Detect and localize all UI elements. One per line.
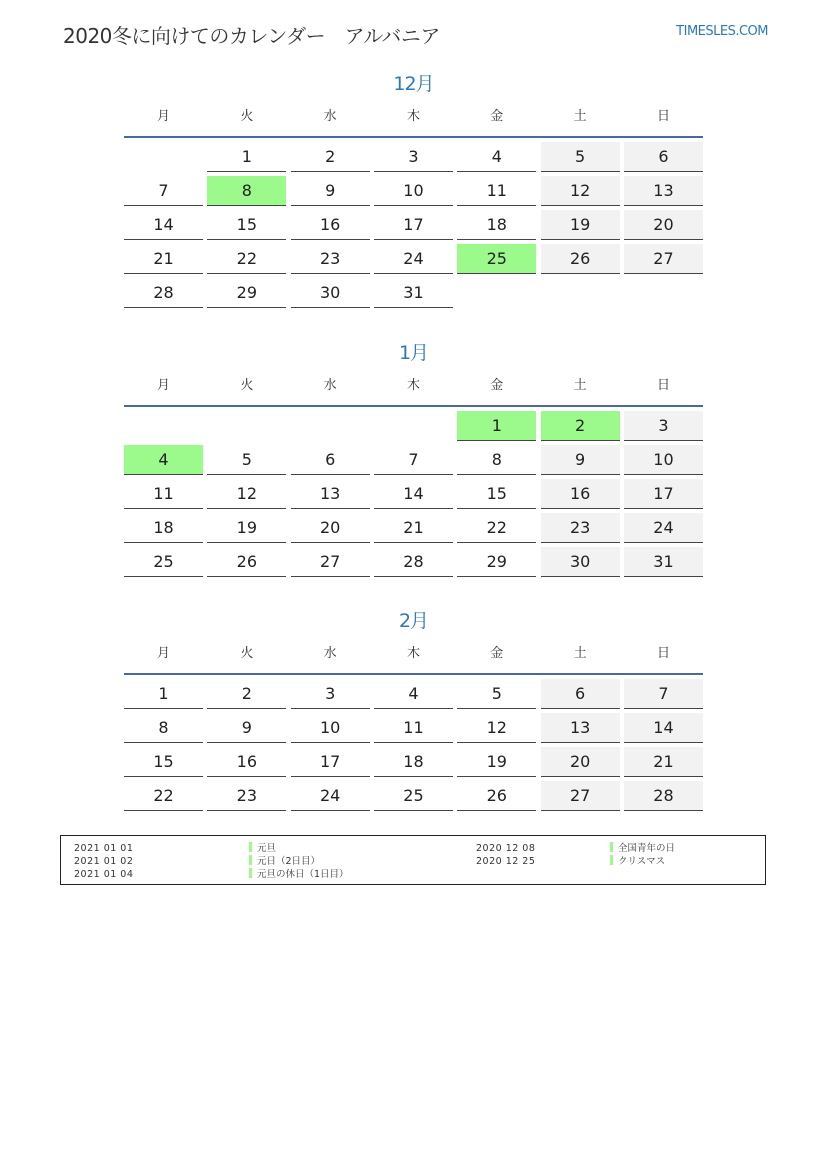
day-grid	[124, 679, 703, 811]
empty-cell	[207, 411, 286, 441]
day-cell: 27	[541, 781, 620, 811]
day-cell: 21	[624, 747, 703, 777]
day-cell: 12	[541, 176, 620, 206]
day-cell: 27	[624, 244, 703, 274]
day-cell: 24	[624, 513, 703, 543]
day-cell: 15	[207, 210, 286, 240]
legend-item	[249, 868, 349, 881]
weekday-label: 金	[490, 378, 504, 393]
holiday-legend	[60, 835, 766, 885]
legend-item	[249, 855, 349, 868]
empty-cell	[291, 411, 370, 441]
day-cell: 20	[624, 210, 703, 240]
day-cell: 15	[457, 479, 536, 509]
day-cell: 17	[624, 479, 703, 509]
brand-logo[interactable]: TIMESLES.COM	[676, 24, 768, 39]
day-cell: 11	[124, 479, 203, 509]
holiday-day-cell: 8	[207, 176, 286, 206]
day-cell: 6	[624, 142, 703, 172]
day-cell: 28	[374, 547, 453, 577]
weekday-label: 月	[156, 109, 170, 124]
legend-date: 2020 12 25	[476, 856, 536, 867]
day-cell: 13	[541, 713, 620, 743]
day-cell: 3	[374, 142, 453, 172]
day-cell: 18	[124, 513, 203, 543]
day-cell: 31	[624, 547, 703, 577]
day-grid	[124, 411, 703, 577]
day-cell: 11	[457, 176, 536, 206]
weekday-label: 月	[156, 646, 170, 661]
day-cell: 22	[124, 781, 203, 811]
holiday-marker	[610, 842, 613, 852]
day-cell: 17	[374, 210, 453, 240]
day-cell: 19	[207, 513, 286, 543]
weekday-label: 日	[656, 378, 670, 393]
month-title: 12月	[393, 73, 434, 95]
holiday-day-cell: 25	[457, 244, 536, 274]
legend-item	[610, 855, 675, 868]
month-title: 1月	[398, 342, 429, 364]
month-january	[124, 341, 703, 577]
legend-names-right	[610, 842, 675, 868]
holiday-marker	[610, 855, 613, 865]
legend-dates-left	[74, 842, 133, 881]
weekday-label: 日	[656, 109, 670, 124]
day-cell: 10	[374, 176, 453, 206]
page-title: 2020冬に向けてのカレンダー アルバニア	[63, 24, 440, 48]
day-cell: 15	[124, 747, 203, 777]
day-cell: 31	[374, 278, 453, 308]
weekday-label: 火	[240, 378, 254, 393]
day-cell: 5	[207, 445, 286, 475]
day-cell: 16	[207, 747, 286, 777]
day-cell: 9	[541, 445, 620, 475]
weekday-label: 木	[406, 378, 420, 393]
weekday-label: 日	[656, 646, 670, 661]
day-cell: 3	[291, 679, 370, 709]
day-cell: 21	[374, 513, 453, 543]
day-cell: 13	[624, 176, 703, 206]
legend-date: 2021 01 01	[74, 843, 134, 854]
day-cell: 27	[291, 547, 370, 577]
legend-holiday-name: クリスマス	[618, 856, 666, 867]
day-cell: 30	[541, 547, 620, 577]
holiday-day-cell: 1	[457, 411, 536, 441]
day-cell: 25	[374, 781, 453, 811]
day-cell: 20	[541, 747, 620, 777]
day-cell: 4	[374, 679, 453, 709]
day-cell: 7	[374, 445, 453, 475]
month-december	[124, 72, 703, 308]
day-cell: 17	[291, 747, 370, 777]
day-cell: 21	[124, 244, 203, 274]
month-title: 2月	[398, 610, 429, 632]
weekday-label: 水	[323, 109, 337, 124]
day-cell: 5	[541, 142, 620, 172]
day-cell: 13	[291, 479, 370, 509]
legend-date: 2020 12 08	[476, 843, 536, 854]
header-rule	[124, 673, 703, 675]
day-cell: 28	[624, 781, 703, 811]
weekday-label: 木	[406, 109, 420, 124]
day-cell: 14	[374, 479, 453, 509]
weekday-label: 水	[323, 378, 337, 393]
weekday-label: 金	[490, 646, 504, 661]
day-cell: 12	[457, 713, 536, 743]
day-cell: 19	[457, 747, 536, 777]
legend-item	[249, 842, 349, 855]
day-cell: 9	[291, 176, 370, 206]
day-cell: 2	[291, 142, 370, 172]
day-cell: 16	[291, 210, 370, 240]
weekday-label: 月	[156, 378, 170, 393]
holiday-marker	[249, 855, 252, 865]
header-rule	[124, 136, 703, 138]
weekday-label: 木	[406, 646, 420, 661]
day-cell: 28	[124, 278, 203, 308]
holiday-day-cell: 4	[124, 445, 203, 475]
day-cell: 24	[291, 781, 370, 811]
day-cell: 11	[374, 713, 453, 743]
day-grid	[124, 142, 703, 308]
day-cell: 14	[124, 210, 203, 240]
day-cell: 4	[457, 142, 536, 172]
legend-holiday-name: 元日（2日目）	[257, 856, 321, 867]
day-cell: 7	[124, 176, 203, 206]
day-cell: 7	[624, 679, 703, 709]
day-cell: 8	[457, 445, 536, 475]
day-cell: 24	[374, 244, 453, 274]
day-cell: 6	[541, 679, 620, 709]
day-cell: 18	[457, 210, 536, 240]
day-cell: 29	[207, 278, 286, 308]
day-cell: 20	[291, 513, 370, 543]
weekday-label: 火	[240, 109, 254, 124]
legend-item	[610, 842, 675, 855]
weekday-header	[124, 644, 703, 670]
legend-holiday-name: 元旦の休日（1日目）	[257, 869, 349, 880]
day-cell: 10	[291, 713, 370, 743]
legend-holiday-name: 全国青年の日	[618, 843, 676, 854]
legend-names-left	[249, 842, 349, 881]
weekday-label: 金	[490, 109, 504, 124]
day-cell: 23	[291, 244, 370, 274]
day-cell: 2	[207, 679, 286, 709]
empty-cell	[124, 411, 203, 441]
day-cell: 25	[124, 547, 203, 577]
day-cell: 22	[457, 513, 536, 543]
holiday-marker	[249, 868, 252, 878]
day-cell: 1	[207, 142, 286, 172]
day-cell: 10	[624, 445, 703, 475]
day-cell: 19	[541, 210, 620, 240]
weekday-label: 火	[240, 646, 254, 661]
legend-date: 2021 01 04	[74, 869, 134, 880]
day-cell: 12	[207, 479, 286, 509]
weekday-label: 土	[573, 646, 587, 661]
day-cell: 26	[457, 781, 536, 811]
empty-cell	[374, 411, 453, 441]
day-cell: 26	[207, 547, 286, 577]
weekday-header	[124, 376, 703, 402]
weekday-header	[124, 107, 703, 133]
day-cell: 8	[124, 713, 203, 743]
day-cell: 9	[207, 713, 286, 743]
day-cell: 29	[457, 547, 536, 577]
day-cell: 26	[541, 244, 620, 274]
weekday-label: 土	[573, 378, 587, 393]
weekday-label: 土	[573, 109, 587, 124]
day-cell: 14	[624, 713, 703, 743]
day-cell: 16	[541, 479, 620, 509]
holiday-marker	[249, 842, 252, 852]
day-cell: 6	[291, 445, 370, 475]
day-cell: 1	[124, 679, 203, 709]
day-cell: 5	[457, 679, 536, 709]
holiday-day-cell: 2	[541, 411, 620, 441]
day-cell: 22	[207, 244, 286, 274]
day-cell: 3	[624, 411, 703, 441]
weekday-label: 水	[323, 646, 337, 661]
day-cell: 23	[541, 513, 620, 543]
header-rule	[124, 405, 703, 407]
legend-holiday-name: 元旦	[257, 843, 277, 854]
legend-date: 2021 01 02	[74, 856, 134, 867]
day-cell: 23	[207, 781, 286, 811]
month-february	[124, 609, 703, 811]
legend-dates-right	[476, 842, 535, 868]
day-cell: 30	[291, 278, 370, 308]
day-cell: 18	[374, 747, 453, 777]
empty-cell	[124, 142, 203, 172]
